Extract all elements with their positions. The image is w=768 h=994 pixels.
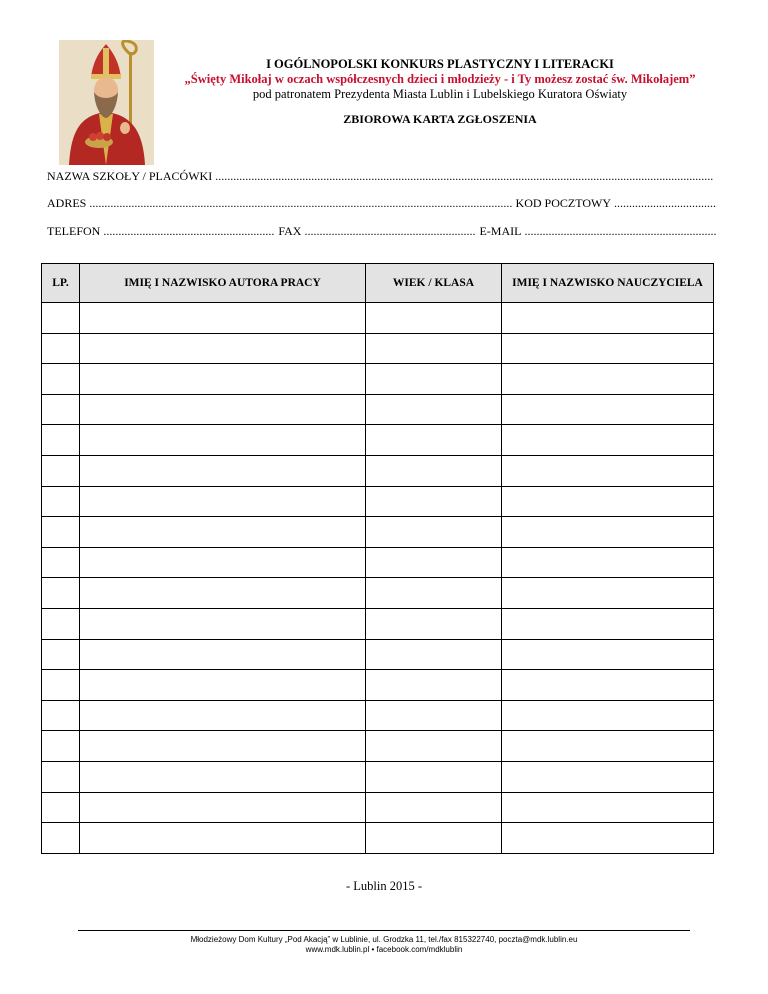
table-row (42, 517, 714, 548)
table-row (42, 823, 714, 854)
lp-cell[interactable] (42, 731, 80, 762)
table-row (42, 608, 714, 639)
age-class-cell[interactable] (366, 639, 502, 670)
lp-cell[interactable] (42, 700, 80, 731)
email-label: E-MAIL (479, 224, 522, 238)
contact-row (47, 224, 717, 240)
age-class-cell[interactable] (366, 608, 502, 639)
lp-cell[interactable] (42, 578, 80, 609)
table-row (42, 731, 714, 762)
saint-nicholas-portrait (59, 40, 154, 165)
age-class-cell[interactable] (366, 792, 502, 823)
school-name-label: NAZWA SZKOŁY / PLACÓWKI (47, 169, 213, 183)
age-class-cell[interactable] (366, 364, 502, 395)
age-class-cell[interactable] (366, 578, 502, 609)
form-title: ZBIOROWA KARTA ZGŁOSZENIA (343, 112, 537, 126)
author-cell[interactable] (80, 303, 366, 334)
author-cell[interactable] (80, 761, 366, 792)
table-row (42, 700, 714, 731)
teacher-cell[interactable] (502, 333, 714, 364)
age-class-cell[interactable] (366, 486, 502, 517)
teacher-cell[interactable] (502, 761, 714, 792)
author-cell[interactable] (80, 670, 366, 701)
lp-cell[interactable] (42, 517, 80, 548)
teacher-cell[interactable] (502, 394, 714, 425)
entries-table (41, 263, 714, 854)
author-cell[interactable] (80, 455, 366, 486)
teacher-cell[interactable] (502, 425, 714, 456)
teacher-cell[interactable] (502, 639, 714, 670)
teacher-cell[interactable] (502, 486, 714, 517)
lp-cell[interactable] (42, 364, 80, 395)
lp-cell[interactable] (42, 486, 80, 517)
table-row (42, 578, 714, 609)
teacher-cell[interactable] (502, 731, 714, 762)
address-blank[interactable] (89, 196, 512, 211)
teacher-cell[interactable] (502, 303, 714, 334)
contest-title: I OGÓLNOPOLSKI KONKURS PLASTYCZNY I LITERACKI (266, 57, 614, 71)
teacher-cell[interactable] (502, 517, 714, 548)
header-teacher-name: IMIĘ I NAZWISKO NAUCZYCIELA (502, 264, 714, 303)
address-row (47, 196, 717, 212)
author-cell[interactable] (80, 700, 366, 731)
age-class-cell[interactable] (366, 731, 502, 762)
footer-address: Młodzieżowy Dom Kultury „Pod Akacją” w Lublinie, ul. Grodzka 11, tel./fax 815322740, poczta@mdk.lublin.eu (190, 935, 578, 944)
lp-cell[interactable] (42, 547, 80, 578)
teacher-cell[interactable] (502, 578, 714, 609)
table-row (42, 303, 714, 334)
table-row (42, 455, 714, 486)
saint-nicholas-icon (59, 40, 154, 165)
school-name-field[interactable] (47, 169, 717, 185)
table-row (42, 670, 714, 701)
author-cell[interactable] (80, 823, 366, 854)
lp-cell[interactable] (42, 792, 80, 823)
table-row (42, 486, 714, 517)
author-cell[interactable] (80, 731, 366, 762)
table-row (42, 333, 714, 364)
footer-web: www.mdk.lublin.pl • facebook.com/mdklublin (305, 945, 463, 954)
postal-code-blank[interactable] (614, 196, 717, 211)
teacher-cell[interactable] (502, 700, 714, 731)
fax-blank[interactable] (304, 224, 476, 239)
phone-label: TELEFON (47, 224, 101, 238)
lp-cell[interactable] (42, 455, 80, 486)
teacher-cell[interactable] (502, 792, 714, 823)
lp-cell[interactable] (42, 394, 80, 425)
age-class-cell[interactable] (366, 303, 502, 334)
table-row (42, 639, 714, 670)
teacher-cell[interactable] (502, 547, 714, 578)
patronage-line: pod patronatem Prezydenta Miasta Lublin i Lubelskiego Kuratora Oświaty (252, 87, 628, 101)
table-header-row (42, 264, 714, 303)
lp-cell[interactable] (42, 333, 80, 364)
age-class-cell[interactable] (366, 547, 502, 578)
age-class-cell[interactable] (366, 333, 502, 364)
school-name-blank[interactable] (215, 169, 714, 184)
table-row (42, 792, 714, 823)
lp-cell[interactable] (42, 303, 80, 334)
year-caption: - Lublin 2015 - (345, 879, 423, 893)
fax-label: FAX (278, 224, 302, 238)
age-class-cell[interactable] (366, 670, 502, 701)
lp-cell[interactable] (42, 670, 80, 701)
age-class-cell[interactable] (366, 394, 502, 425)
author-cell[interactable] (80, 486, 366, 517)
lp-cell[interactable] (42, 608, 80, 639)
email-blank[interactable] (524, 224, 717, 239)
address-label: ADRES (47, 196, 87, 210)
teacher-cell[interactable] (502, 823, 714, 854)
contest-subtitle: „Święty Mikołaj w oczach współczesnych dzieci i młodzieży - i Ty możesz zostać św. Mikołajem” (184, 72, 696, 86)
footer-divider (78, 930, 690, 931)
teacher-cell[interactable] (502, 364, 714, 395)
age-class-cell[interactable] (366, 700, 502, 731)
table-body (42, 303, 714, 854)
author-cell[interactable] (80, 517, 366, 548)
author-cell[interactable] (80, 333, 366, 364)
teacher-cell[interactable] (502, 670, 714, 701)
teacher-cell[interactable] (502, 608, 714, 639)
age-class-cell[interactable] (366, 517, 502, 548)
author-cell[interactable] (80, 364, 366, 395)
header-lp: LP. (42, 264, 80, 303)
author-cell[interactable] (80, 394, 366, 425)
postal-code-label: KOD POCZTOWY (515, 196, 611, 210)
table-row (42, 761, 714, 792)
teacher-cell[interactable] (502, 455, 714, 486)
author-cell[interactable] (80, 792, 366, 823)
author-cell[interactable] (80, 639, 366, 670)
author-cell[interactable] (80, 425, 366, 456)
header-age-class: WIEK / KLASA (366, 264, 502, 303)
author-cell[interactable] (80, 608, 366, 639)
author-cell[interactable] (80, 578, 366, 609)
phone-blank[interactable] (103, 224, 275, 239)
lp-cell[interactable] (42, 425, 80, 456)
age-class-cell[interactable] (366, 823, 502, 854)
age-class-cell[interactable] (366, 455, 502, 486)
table-row (42, 547, 714, 578)
lp-cell[interactable] (42, 823, 80, 854)
header-author-name: IMIĘ I NAZWISKO AUTORA PRACY (80, 264, 366, 303)
table-row (42, 425, 714, 456)
lp-cell[interactable] (42, 761, 80, 792)
age-class-cell[interactable] (366, 761, 502, 792)
age-class-cell[interactable] (366, 425, 502, 456)
table-row (42, 364, 714, 395)
table-row (42, 394, 714, 425)
author-cell[interactable] (80, 547, 366, 578)
lp-cell[interactable] (42, 639, 80, 670)
